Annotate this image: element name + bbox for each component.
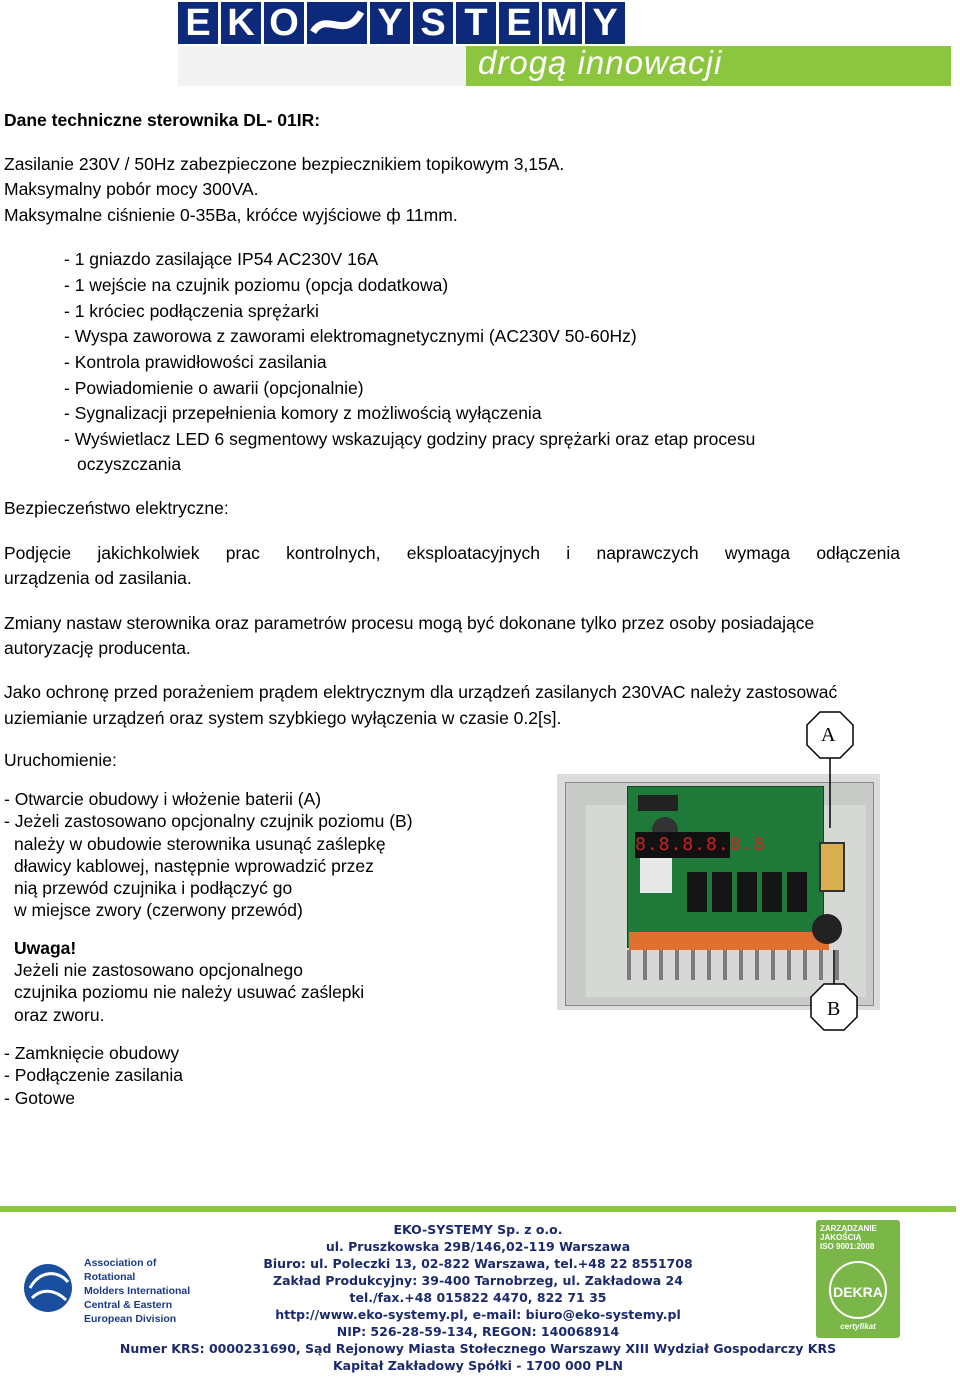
buzzer bbox=[812, 914, 842, 944]
armi-line: Molders International bbox=[84, 1285, 191, 1297]
feature-item: - 1 gniazdo zasilające IP54 AC230V 16A bbox=[64, 249, 379, 269]
final-step: - Gotowe bbox=[4, 1088, 75, 1108]
cert-line: ISO 9001:2008 bbox=[820, 1242, 875, 1251]
logo-swoosh-letter bbox=[307, 2, 367, 44]
feature-item: - Sygnalizacji przepełnienia komory z możliwością wyłączenia bbox=[64, 403, 542, 423]
safety-paragraph: Zmiany nastaw sterownika oraz parametrów procesu mogą być dokonane tylko przez osoby posiadające bbox=[4, 613, 815, 633]
logo-letter: Y bbox=[585, 2, 625, 44]
intro-line: Maksymalne ciśnienie 0-35Ba, króćce wyjściowe ф 11mm. bbox=[4, 205, 458, 225]
led-display: 8.8.8.8.8.8 bbox=[635, 832, 730, 858]
chip bbox=[638, 795, 678, 811]
feature-item: - 1 wejście na czujnik poziomu (opcja dodatkowa) bbox=[64, 275, 449, 295]
circuit-board bbox=[627, 786, 824, 948]
logo-letter: O bbox=[264, 2, 304, 44]
logo-wordmark bbox=[178, 2, 662, 44]
feature-item: - 1 króciec podłączenia sprężarki bbox=[64, 301, 319, 321]
logo-letter: Y bbox=[370, 2, 410, 44]
feature-item: - Powiadomienie o awarii (opcjonalnie) bbox=[64, 378, 364, 398]
feature-item: - Wyspa zaworowa z zaworami elektromagnetycznymi (AC230V 50-60Hz) bbox=[64, 326, 637, 346]
safety-paragraph: urządzenia od zasilania. bbox=[4, 568, 192, 588]
feature-item: - Wyświetlacz LED 6 segmentowy wskazujący godziny pracy sprężarki oraz etap procesu bbox=[64, 429, 756, 449]
safety-paragraph: Jako ochronę przed porażeniem prądem elektrycznym dla urządzeń zasilanych 230VAC należy zastosować bbox=[4, 682, 838, 702]
startup-step: - Jeżeli zastosowano opcjonalny czujnik poziomu (B) bbox=[4, 811, 413, 831]
cert-brand: DEKRA bbox=[833, 1284, 883, 1300]
footer-web: http://www.eko-systemy.pl, e-mail: biuro@eko-systemy.pl bbox=[275, 1307, 681, 1322]
logo-letter: E bbox=[178, 2, 218, 44]
section-heading-safety: Bezpieczeństwo elektryczne: bbox=[4, 498, 229, 518]
cert-line: JAKOŚCIĄ bbox=[820, 1233, 862, 1242]
footer-company-name: EKO-SYSTEMY Sp. z o.o. bbox=[393, 1222, 563, 1237]
final-step: - Podłączenie zasilania bbox=[4, 1065, 183, 1085]
relay bbox=[737, 872, 757, 912]
company-logo bbox=[178, 2, 951, 86]
footer-factory: Zakład Produkcyjny: 39-400 Tarnobrzeg, ul. Zakładowa 24 bbox=[273, 1273, 683, 1288]
relay bbox=[787, 872, 807, 912]
armi-line: Central & Eastern bbox=[84, 1299, 173, 1311]
callout-b-label: B bbox=[827, 998, 841, 1020]
final-step: - Zamknięcie obudowy bbox=[4, 1043, 180, 1063]
terminal-strip bbox=[629, 932, 829, 950]
intro-line: Zasilanie 230V / 50Hz zabezpieczone bezpiecznikiem topikowym 3,15A. bbox=[4, 154, 565, 174]
safety-paragraph: Podjęcie jakichkolwiek prac kontrolnych, eksploatacyjnych i naprawczych wymaga odłączenia bbox=[4, 543, 900, 563]
intro-line: Maksymalny pobór mocy 300VA. bbox=[4, 179, 259, 199]
swoosh-icon bbox=[307, 2, 367, 44]
footer-capital: Kapitał Zakładowy Spółki - 1700 000 PLN bbox=[332, 1358, 624, 1373]
document-title: Dane techniczne sterownika DL- 01IR: bbox=[4, 110, 321, 130]
safety-paragraph: uziemianie urządzeń oraz system szybkiego wyłączenia w czasie 0.2[s]. bbox=[4, 708, 562, 728]
startup-step-continuation: w miejsce zwory (czerwony przewód) bbox=[14, 900, 303, 920]
startup-step-continuation: należy w obudowie sterownika usunąć zaślepkę bbox=[14, 834, 386, 854]
relay bbox=[712, 872, 732, 912]
warning-heading: Uwaga! bbox=[14, 938, 77, 958]
relay bbox=[687, 872, 707, 912]
footer-nip: NIP: 526-28-59-134, REGON: 140068914 bbox=[336, 1324, 620, 1339]
logo-letter: K bbox=[221, 2, 261, 44]
cert-line: ZARZĄDZANIE bbox=[820, 1224, 877, 1233]
footer-divider bbox=[0, 1206, 956, 1212]
footer-krs: Numer KRS: 0000231690, Sąd Rejonowy Miasta Stołecznego Warszawy XIII Wydział Gospodarczy KRS bbox=[119, 1341, 837, 1356]
footer-address: ul. Pruszkowska 29B/146,02-119 Warszawa bbox=[325, 1239, 631, 1254]
logo-letter: M bbox=[542, 2, 582, 44]
logo-gray-band bbox=[178, 46, 466, 86]
logo-letter: T bbox=[456, 2, 496, 44]
logo-letter: S bbox=[413, 2, 453, 44]
warning-line: Jeżeli nie zastosowano opcjonalnego bbox=[14, 960, 303, 980]
feature-item-continuation: oczyszczania bbox=[77, 454, 182, 474]
callout-a-label: A bbox=[821, 724, 836, 746]
startup-step: - Otwarcie obudowy i włożenie baterii (A) bbox=[4, 789, 322, 809]
startup-step-continuation: dławicy kablowej, następnie wprowadzić przez bbox=[14, 856, 374, 876]
relay bbox=[762, 872, 782, 912]
warning-line: oraz zworu. bbox=[14, 1005, 105, 1025]
battery-holder bbox=[819, 842, 845, 892]
dekra-certificate-logo bbox=[816, 1220, 900, 1338]
cert-line: certyfikat bbox=[840, 1322, 876, 1331]
section-heading-startup: Uruchomienie: bbox=[4, 750, 117, 770]
logo-tagline: drogą innowacji bbox=[478, 44, 723, 81]
logo-letter: E bbox=[499, 2, 539, 44]
footer-phone: tel./fax.+48 015822 4470, 822 71 35 bbox=[349, 1290, 607, 1305]
footer-office: Biuro: ul. Poleczki 13, 02-822 Warszawa, tel.+48 22 8551708 bbox=[263, 1256, 693, 1271]
startup-step-continuation: nią przewód czujnika i podłączyć go bbox=[14, 878, 293, 898]
armi-line: European Division bbox=[84, 1313, 177, 1325]
safety-paragraph: autoryzację producenta. bbox=[4, 638, 191, 658]
armi-line: Association of Rotational bbox=[84, 1257, 157, 1283]
warning-line: czujnika poziomu nie należy usuwać zaślepki bbox=[14, 982, 365, 1002]
feature-item: - Kontrola prawidłowości zasilania bbox=[64, 352, 327, 372]
